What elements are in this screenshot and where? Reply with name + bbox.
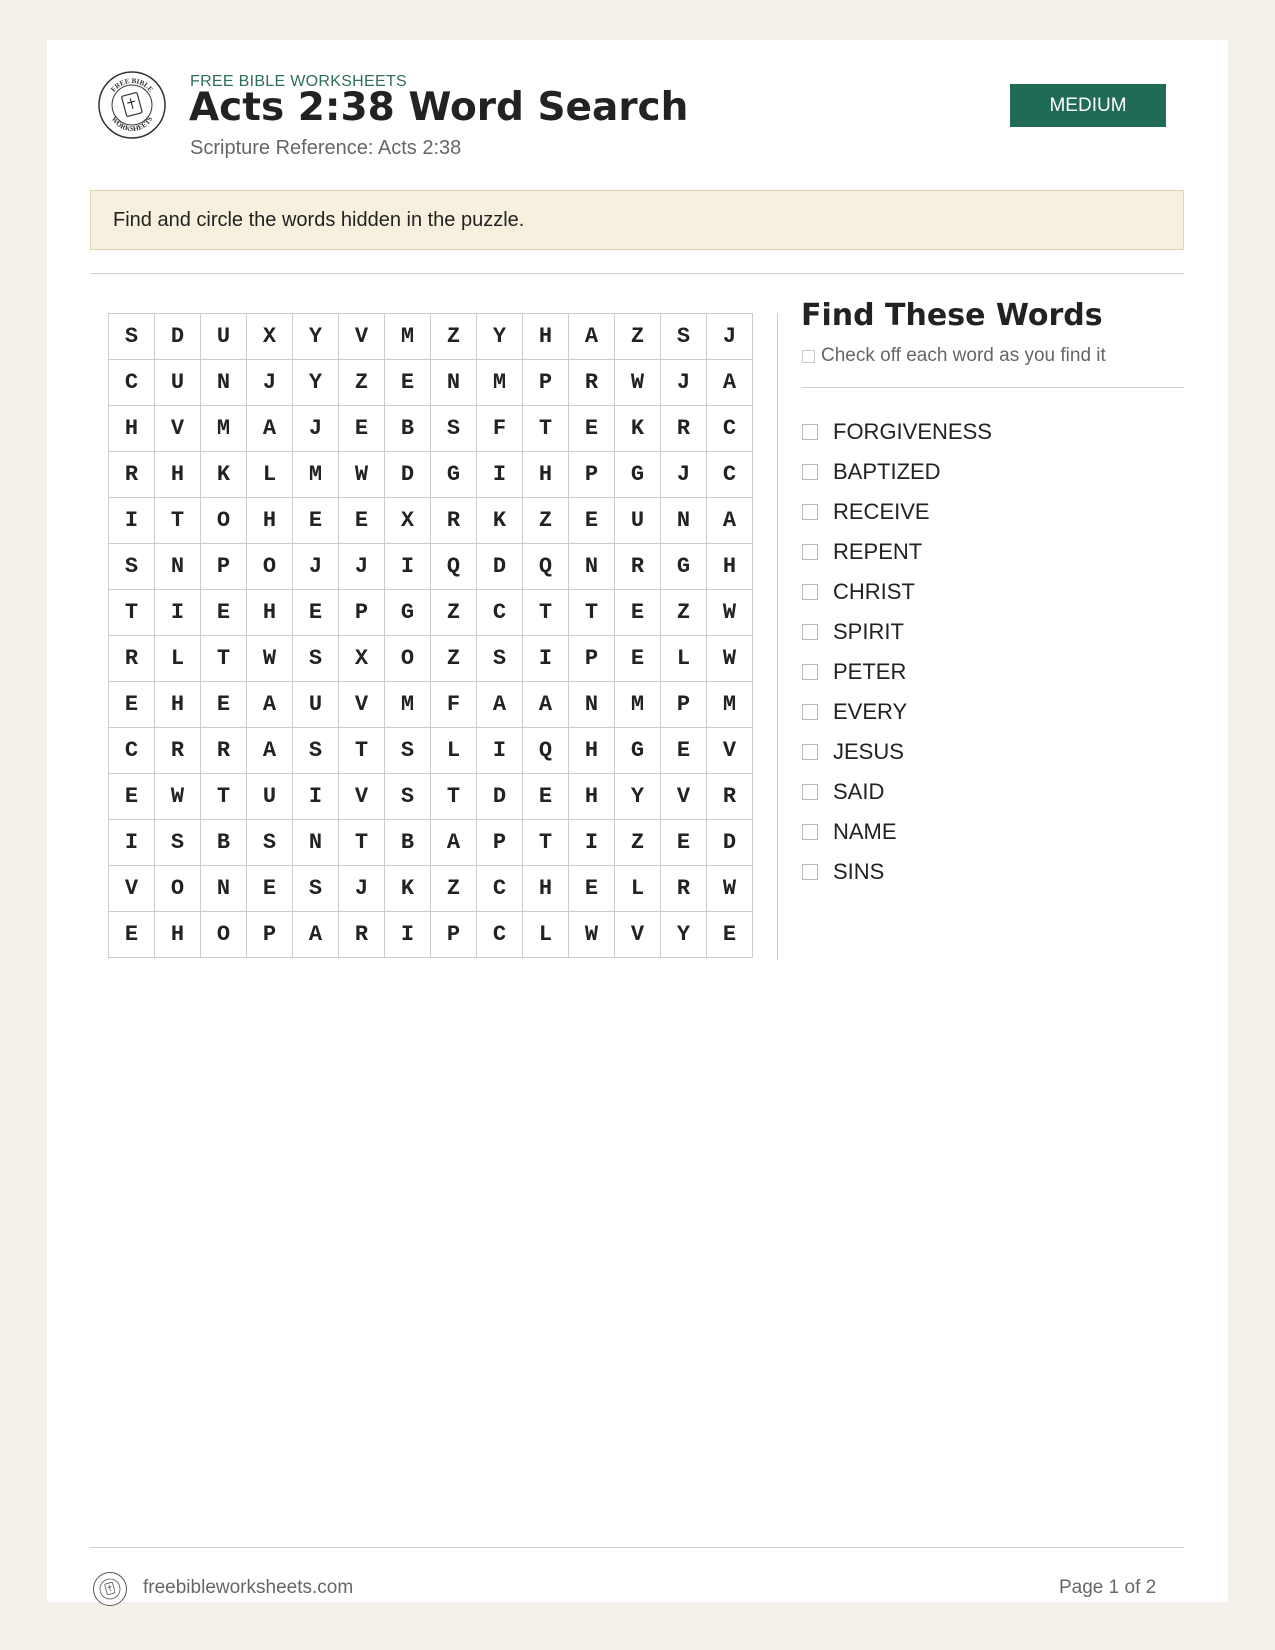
grid-cell[interactable]: E xyxy=(523,774,569,820)
grid-cell[interactable]: E xyxy=(339,406,385,452)
grid-cell[interactable]: O xyxy=(385,636,431,682)
header-divider xyxy=(90,273,1184,274)
word-label: PETER xyxy=(833,659,907,684)
grid-cell[interactable]: R xyxy=(569,360,615,406)
word-list-item xyxy=(802,532,992,572)
grid-cell[interactable]: A xyxy=(523,682,569,728)
grid-cell[interactable]: S xyxy=(477,636,523,682)
grid-cell[interactable]: P xyxy=(431,912,477,958)
word-label: REPENT xyxy=(833,539,923,564)
grid-cell[interactable]: P xyxy=(569,636,615,682)
grid-cell[interactable]: E xyxy=(569,498,615,544)
grid-cell[interactable]: C xyxy=(707,406,753,452)
grid-cell[interactable]: O xyxy=(247,544,293,590)
scripture-reference: Scripture Reference: Acts 2:38 xyxy=(190,137,462,159)
grid-cell[interactable]: Y xyxy=(293,360,339,406)
grid-cell[interactable]: J xyxy=(661,360,707,406)
grid-cell[interactable]: K xyxy=(615,406,661,452)
grid-cell[interactable]: M xyxy=(385,314,431,360)
grid-cell[interactable]: U xyxy=(293,682,339,728)
grid-cell[interactable]: P xyxy=(477,820,523,866)
grid-cell[interactable]: R xyxy=(155,728,201,774)
word-checkbox[interactable] xyxy=(802,704,818,720)
grid-cell[interactable]: U xyxy=(201,314,247,360)
grid-cell[interactable]: V xyxy=(109,866,155,912)
grid-cell[interactable]: E xyxy=(569,866,615,912)
grid-cell[interactable]: H xyxy=(569,774,615,820)
grid-cell[interactable]: A xyxy=(247,406,293,452)
difficulty-badge: MEDIUM xyxy=(1010,84,1166,127)
grid-cell[interactable]: A xyxy=(247,728,293,774)
word-label: SINS xyxy=(833,859,885,884)
grid-cell[interactable]: K xyxy=(201,452,247,498)
grid-cell[interactable]: Z xyxy=(615,820,661,866)
word-label: EVERY xyxy=(833,699,908,724)
grid-cell[interactable]: A xyxy=(293,912,339,958)
grid-cell[interactable]: S xyxy=(293,866,339,912)
grid-cell[interactable]: Q xyxy=(523,728,569,774)
footer-divider xyxy=(90,1547,1184,1548)
grid-cell[interactable]: M xyxy=(477,360,523,406)
grid-cell[interactable]: W xyxy=(615,360,661,406)
grid-cell[interactable]: I xyxy=(109,498,155,544)
grid-cell[interactable]: Z xyxy=(431,866,477,912)
grid-cell[interactable]: N xyxy=(293,820,339,866)
grid-cell[interactable]: I xyxy=(293,774,339,820)
grid-cell[interactable]: S xyxy=(155,820,201,866)
word-checkbox[interactable] xyxy=(802,464,818,480)
word-list-item xyxy=(802,452,992,492)
grid-cell[interactable]: J xyxy=(339,544,385,590)
grid-cell[interactable]: U xyxy=(247,774,293,820)
grid-cell[interactable]: R xyxy=(109,636,155,682)
grid-cell[interactable]: P xyxy=(569,452,615,498)
grid-cell[interactable]: R xyxy=(339,912,385,958)
grid-cell[interactable]: S xyxy=(431,406,477,452)
grid-cell[interactable]: L xyxy=(155,636,201,682)
grid-cell[interactable]: P xyxy=(201,544,247,590)
grid-cell[interactable]: A xyxy=(431,820,477,866)
word-list-item xyxy=(802,492,992,532)
word-list-item xyxy=(802,852,992,892)
grid-cell[interactable]: R xyxy=(615,544,661,590)
grid-cell[interactable]: S xyxy=(109,314,155,360)
word-checkbox[interactable] xyxy=(802,544,818,560)
grid-cell[interactable]: R xyxy=(707,774,753,820)
word-list-item xyxy=(802,572,992,612)
grid-cell[interactable]: A xyxy=(569,314,615,360)
grid-cell[interactable]: E xyxy=(569,406,615,452)
grid-cell[interactable]: Z xyxy=(523,498,569,544)
grid-cell[interactable]: N xyxy=(201,866,247,912)
grid-cell[interactable]: C xyxy=(109,728,155,774)
grid-cell[interactable]: X xyxy=(339,636,385,682)
grid-cell[interactable]: T xyxy=(201,636,247,682)
grid-cell[interactable]: E xyxy=(661,820,707,866)
grid-cell[interactable]: H xyxy=(707,544,753,590)
grid-cell[interactable]: T xyxy=(569,590,615,636)
grid-cell[interactable]: A xyxy=(707,360,753,406)
grid-cell[interactable]: X xyxy=(247,314,293,360)
grid-cell[interactable]: Z xyxy=(661,590,707,636)
grid-cell[interactable]: J xyxy=(707,314,753,360)
grid-cell[interactable]: T xyxy=(431,774,477,820)
grid-cell[interactable]: H xyxy=(247,590,293,636)
grid-cell[interactable]: E xyxy=(615,636,661,682)
grid-cell[interactable]: E xyxy=(707,912,753,958)
word-label: FORGIVENESS xyxy=(833,419,992,444)
grid-cell[interactable]: Z xyxy=(431,636,477,682)
grid-cell[interactable]: T xyxy=(523,820,569,866)
word-label: RECEIVE xyxy=(833,499,930,524)
grid-cell[interactable]: E xyxy=(293,590,339,636)
grid-cell[interactable]: K xyxy=(385,866,431,912)
book-logo-icon xyxy=(97,70,167,140)
grid-cell[interactable]: G xyxy=(615,728,661,774)
grid-cell[interactable]: E xyxy=(293,498,339,544)
grid-cell[interactable]: D xyxy=(707,820,753,866)
grid-cell[interactable]: V xyxy=(661,774,707,820)
grid-cell[interactable]: S xyxy=(293,728,339,774)
grid-cell[interactable]: J xyxy=(247,360,293,406)
grid-cell[interactable]: I xyxy=(385,912,431,958)
grid-cell[interactable]: E xyxy=(109,912,155,958)
grid-cell[interactable]: Y xyxy=(661,912,707,958)
svg-text:WORKSHEETS: WORKSHEETS xyxy=(109,115,155,134)
word-list-item xyxy=(802,412,992,452)
grid-cell[interactable]: B xyxy=(385,820,431,866)
grid-cell[interactable]: I xyxy=(385,544,431,590)
grid-cell[interactable]: Z xyxy=(615,314,661,360)
grid-cell[interactable]: W xyxy=(707,866,753,912)
grid-cell[interactable]: E xyxy=(339,498,385,544)
grid-cell[interactable]: L xyxy=(615,866,661,912)
grid-cell[interactable]: C xyxy=(477,912,523,958)
grid-cell[interactable]: E xyxy=(109,774,155,820)
grid-cell[interactable]: T xyxy=(155,498,201,544)
grid-cell[interactable]: N xyxy=(155,544,201,590)
grid-cell[interactable]: P xyxy=(523,360,569,406)
grid-cell[interactable]: I xyxy=(109,820,155,866)
grid-cell[interactable]: W xyxy=(707,636,753,682)
grid-cell[interactable]: S xyxy=(385,774,431,820)
grid-cell[interactable]: I xyxy=(569,820,615,866)
word-checkbox[interactable] xyxy=(802,864,818,880)
grid-cell[interactable]: C xyxy=(707,452,753,498)
grid-cell[interactable]: J xyxy=(293,544,339,590)
grid-cell[interactable]: V xyxy=(615,912,661,958)
grid-cell[interactable]: G xyxy=(385,590,431,636)
grid-cell[interactable]: Z xyxy=(431,590,477,636)
grid-cell[interactable]: S xyxy=(109,544,155,590)
word-label: CHRIST xyxy=(833,579,915,604)
grid-cell[interactable]: P xyxy=(339,590,385,636)
grid-cell[interactable]: W xyxy=(569,912,615,958)
word-checkbox[interactable] xyxy=(802,424,818,440)
grid-cell[interactable]: N xyxy=(569,682,615,728)
word-checkbox[interactable] xyxy=(802,624,818,640)
grid-cell[interactable]: N xyxy=(431,360,477,406)
grid-cell[interactable]: T xyxy=(201,774,247,820)
word-search-grid xyxy=(108,313,753,958)
word-label: JESUS xyxy=(833,739,904,764)
grid-cell[interactable]: H xyxy=(247,498,293,544)
word-label: SPIRIT xyxy=(833,619,904,644)
grid-cell[interactable]: E xyxy=(661,728,707,774)
grid-cell[interactable]: W xyxy=(247,636,293,682)
word-list-item xyxy=(802,652,992,692)
brand-name: FREE BIBLE WORKSHEETS xyxy=(190,73,408,90)
word-checkbox[interactable] xyxy=(802,664,818,680)
grid-cell[interactable]: H xyxy=(109,406,155,452)
instructions-text: Find and circle the words hidden in the puzzle. xyxy=(113,208,525,231)
word-checkbox[interactable] xyxy=(802,824,818,840)
grid-cell[interactable]: Y xyxy=(293,314,339,360)
grid-cell[interactable]: H xyxy=(155,452,201,498)
grid-cell[interactable]: S xyxy=(661,314,707,360)
grid-cell[interactable]: B xyxy=(385,406,431,452)
grid-cell[interactable]: I xyxy=(155,590,201,636)
grid-cell[interactable]: V xyxy=(339,774,385,820)
worksheet-page xyxy=(47,40,1228,1602)
word-list-divider xyxy=(802,387,1184,388)
grid-cell[interactable]: D xyxy=(385,452,431,498)
grid-cell[interactable]: Q xyxy=(431,544,477,590)
word-list-item xyxy=(802,812,992,852)
hint-text: Check off each word as you find it xyxy=(821,345,1106,366)
hint-checkbox-icon xyxy=(802,350,815,363)
grid-cell[interactable]: T xyxy=(523,406,569,452)
grid-cell[interactable]: T xyxy=(523,590,569,636)
page-number: Page 1 of 2 xyxy=(1059,1577,1157,1598)
grid-cell[interactable]: P xyxy=(247,912,293,958)
grid-cell[interactable]: V xyxy=(339,682,385,728)
grid-cell[interactable]: R xyxy=(201,728,247,774)
grid-cell[interactable]: A xyxy=(707,498,753,544)
grid-cell[interactable]: E xyxy=(247,866,293,912)
grid-cell[interactable]: F xyxy=(477,406,523,452)
grid-cell[interactable]: H xyxy=(523,314,569,360)
grid-cell[interactable]: D xyxy=(477,544,523,590)
word-checkbox[interactable] xyxy=(802,784,818,800)
grid-cell[interactable]: H xyxy=(569,728,615,774)
column-divider xyxy=(777,313,778,960)
word-list-item xyxy=(802,772,992,812)
grid-cell[interactable]: L xyxy=(523,912,569,958)
grid-cell[interactable]: S xyxy=(293,636,339,682)
grid-cell[interactable]: M xyxy=(615,682,661,728)
grid-cell[interactable]: L xyxy=(661,636,707,682)
grid-cell[interactable]: M xyxy=(293,452,339,498)
grid-cell[interactable]: W xyxy=(707,590,753,636)
word-list-heading: Find These Words xyxy=(801,298,1103,333)
grid-cell[interactable]: M xyxy=(201,406,247,452)
grid-cell[interactable]: P xyxy=(661,682,707,728)
word-checkbox[interactable] xyxy=(802,504,818,520)
grid-cell[interactable]: O xyxy=(201,498,247,544)
grid-cell[interactable]: C xyxy=(477,590,523,636)
instructions-box xyxy=(90,190,1184,250)
grid-cell[interactable]: S xyxy=(385,728,431,774)
grid-cell[interactable]: I xyxy=(477,452,523,498)
grid-cell[interactable]: I xyxy=(477,728,523,774)
word-list-hint xyxy=(802,345,1106,367)
page-title: Acts 2:38 Word Search xyxy=(189,85,689,130)
grid-cell[interactable]: N xyxy=(201,360,247,406)
grid-cell[interactable]: C xyxy=(477,866,523,912)
grid-cell[interactable]: R xyxy=(431,498,477,544)
grid-cell[interactable]: Q xyxy=(523,544,569,590)
grid-cell[interactable]: S xyxy=(247,820,293,866)
grid-cell[interactable]: R xyxy=(661,406,707,452)
grid-cell[interactable]: E xyxy=(385,360,431,406)
grid-cell[interactable]: Y xyxy=(477,314,523,360)
word-label: SAID xyxy=(833,779,885,804)
grid-cell[interactable]: E xyxy=(201,682,247,728)
grid-cell[interactable]: H xyxy=(523,452,569,498)
grid-cell[interactable]: W xyxy=(339,452,385,498)
grid-cell[interactable]: Z xyxy=(339,360,385,406)
word-list xyxy=(802,412,992,892)
grid-cell[interactable]: G xyxy=(661,544,707,590)
grid-cell[interactable]: Z xyxy=(431,314,477,360)
word-list-item xyxy=(802,692,992,732)
grid-cell[interactable]: E xyxy=(615,590,661,636)
grid-cell[interactable]: T xyxy=(339,728,385,774)
grid-cell[interactable]: H xyxy=(155,682,201,728)
grid-cell[interactable]: X xyxy=(385,498,431,544)
word-list-item xyxy=(802,612,992,652)
grid-cell[interactable]: J xyxy=(339,866,385,912)
grid-cell[interactable]: M xyxy=(385,682,431,728)
grid-cell[interactable]: I xyxy=(523,636,569,682)
grid-cell[interactable]: U xyxy=(155,360,201,406)
grid-cell[interactable]: L xyxy=(431,728,477,774)
grid-cell[interactable]: B xyxy=(201,820,247,866)
grid-cell[interactable]: W xyxy=(155,774,201,820)
grid-cell[interactable]: F xyxy=(431,682,477,728)
word-label: NAME xyxy=(833,819,897,844)
grid-cell[interactable]: N xyxy=(569,544,615,590)
grid-cell[interactable]: D xyxy=(155,314,201,360)
grid-cell[interactable]: E xyxy=(201,590,247,636)
grid-cell[interactable]: A xyxy=(477,682,523,728)
word-checkbox[interactable] xyxy=(802,584,818,600)
grid-cell[interactable]: C xyxy=(109,360,155,406)
footer-logo-icon xyxy=(92,1571,128,1607)
grid-cell[interactable]: G xyxy=(431,452,477,498)
grid-cell[interactable]: K xyxy=(477,498,523,544)
grid-cell[interactable]: L xyxy=(247,452,293,498)
grid-cell[interactable]: D xyxy=(477,774,523,820)
footer-site: freebibleworksheets.com xyxy=(143,1577,354,1598)
grid-cell[interactable]: N xyxy=(661,498,707,544)
grid-cell[interactable]: U xyxy=(615,498,661,544)
grid-cell[interactable]: M xyxy=(707,682,753,728)
grid-cell[interactable]: G xyxy=(615,452,661,498)
grid-cell[interactable]: H xyxy=(155,912,201,958)
grid-cell[interactable]: O xyxy=(201,912,247,958)
grid-cell[interactable]: V xyxy=(707,728,753,774)
grid-cell[interactable]: J xyxy=(661,452,707,498)
grid-cell[interactable]: R xyxy=(109,452,155,498)
grid-cell[interactable]: R xyxy=(661,866,707,912)
grid-cell[interactable]: E xyxy=(109,682,155,728)
grid-cell[interactable]: V xyxy=(155,406,201,452)
word-label: BAPTIZED xyxy=(833,459,941,484)
grid-cell[interactable]: T xyxy=(109,590,155,636)
grid-cell[interactable]: J xyxy=(293,406,339,452)
grid-cell[interactable]: V xyxy=(339,314,385,360)
grid-cell[interactable]: Y xyxy=(615,774,661,820)
word-list-item xyxy=(802,732,992,772)
grid-cell[interactable]: H xyxy=(523,866,569,912)
svg-text:FREE BIBLE: FREE BIBLE xyxy=(109,76,155,94)
grid-cell[interactable]: T xyxy=(339,820,385,866)
grid-cell[interactable]: A xyxy=(247,682,293,728)
word-checkbox[interactable] xyxy=(802,744,818,760)
grid-cell[interactable]: O xyxy=(155,866,201,912)
